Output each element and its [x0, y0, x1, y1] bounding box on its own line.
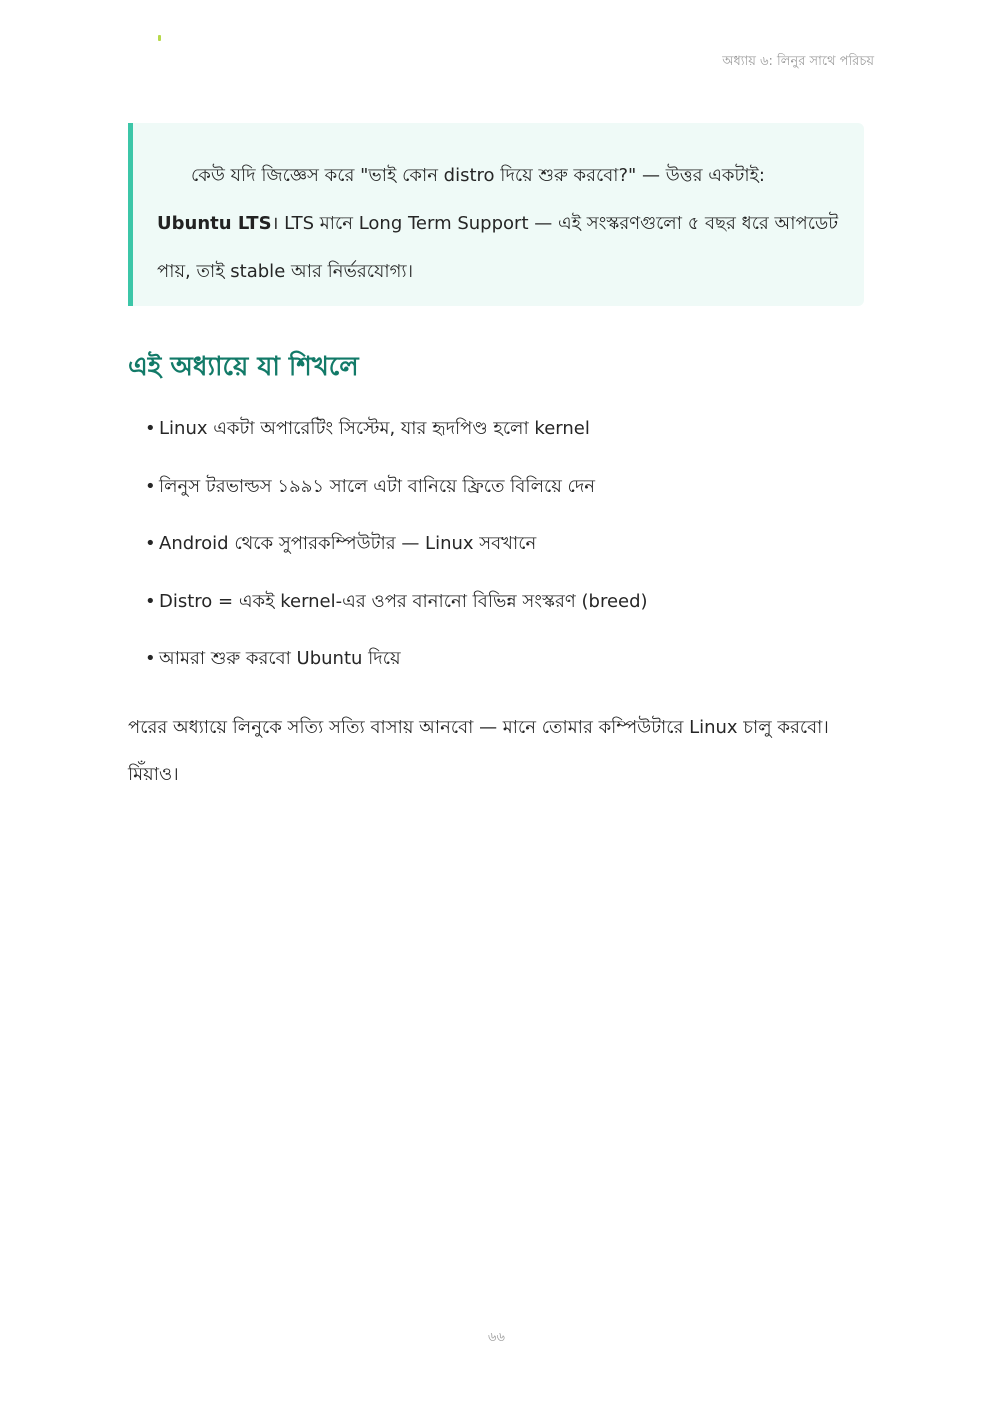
list-item: [145, 527, 648, 585]
running-header: অধ্যায় ৬: লিনুর সাথে পরিচয়: [722, 54, 874, 69]
bullet-icon: •: [145, 648, 156, 669]
section-heading: এই অধ্যায়ে যা শিখলে: [128, 352, 359, 382]
list-item: [145, 585, 648, 643]
bullet-icon: •: [145, 533, 156, 554]
list-item-text: Android থেকে সুপারকম্পিউটার — Linux সবখানে: [159, 533, 537, 554]
callout-text-after: । LTS মানে Long Term Support — এই সংস্করণগুলো ৫ বছর ধরে আপডেট পায়, তাই stable আর নির্ভরযোগ্য।: [157, 213, 839, 282]
callout-text-before: কেউ যদি জিজ্ঞেস করে "ভাই কোন distro দিয়ে শুরু করবো?" — উত্তর একটাই:: [191, 165, 765, 186]
bullet-icon: •: [145, 475, 156, 497]
list-item: [145, 470, 648, 528]
closing-paragraph: পরের অধ্যায়ে লিনুকে সত্যি সত্যি বাসায় আনবো — মানে তোমার কম্পিউটারে Linux চালু করবো। মিঁয়াও।: [128, 717, 829, 785]
callout-emphasis: Ubuntu LTS: [157, 213, 272, 234]
callout-text: [157, 152, 840, 296]
list-item-text: আমরা শুরু করবো Ubuntu দিয়ে: [159, 648, 401, 669]
list-item-text: লিনুস টরভাল্ডস ১৯৯১ সালে এটা বানিয়ে ফ্রিতে বিলিয়ে দেন: [159, 475, 596, 497]
list-item-text: Linux একটা অপারেটিং সিস্টেম, যার হৃদপিণ্ড হলো kernel: [159, 418, 590, 439]
bullet-icon: •: [145, 418, 156, 439]
list-item: [145, 642, 648, 700]
corner-decoration: [158, 35, 161, 41]
list-item: [145, 412, 648, 470]
tip-callout: [128, 123, 864, 306]
page-number: ৬৬: [488, 1330, 505, 1345]
summary-list: [145, 412, 648, 700]
bullet-icon: •: [145, 590, 156, 612]
list-item-text: Distro = একই kernel-এর ওপর বানানো বিভিন্ন সংস্করণ (breed): [159, 590, 648, 612]
